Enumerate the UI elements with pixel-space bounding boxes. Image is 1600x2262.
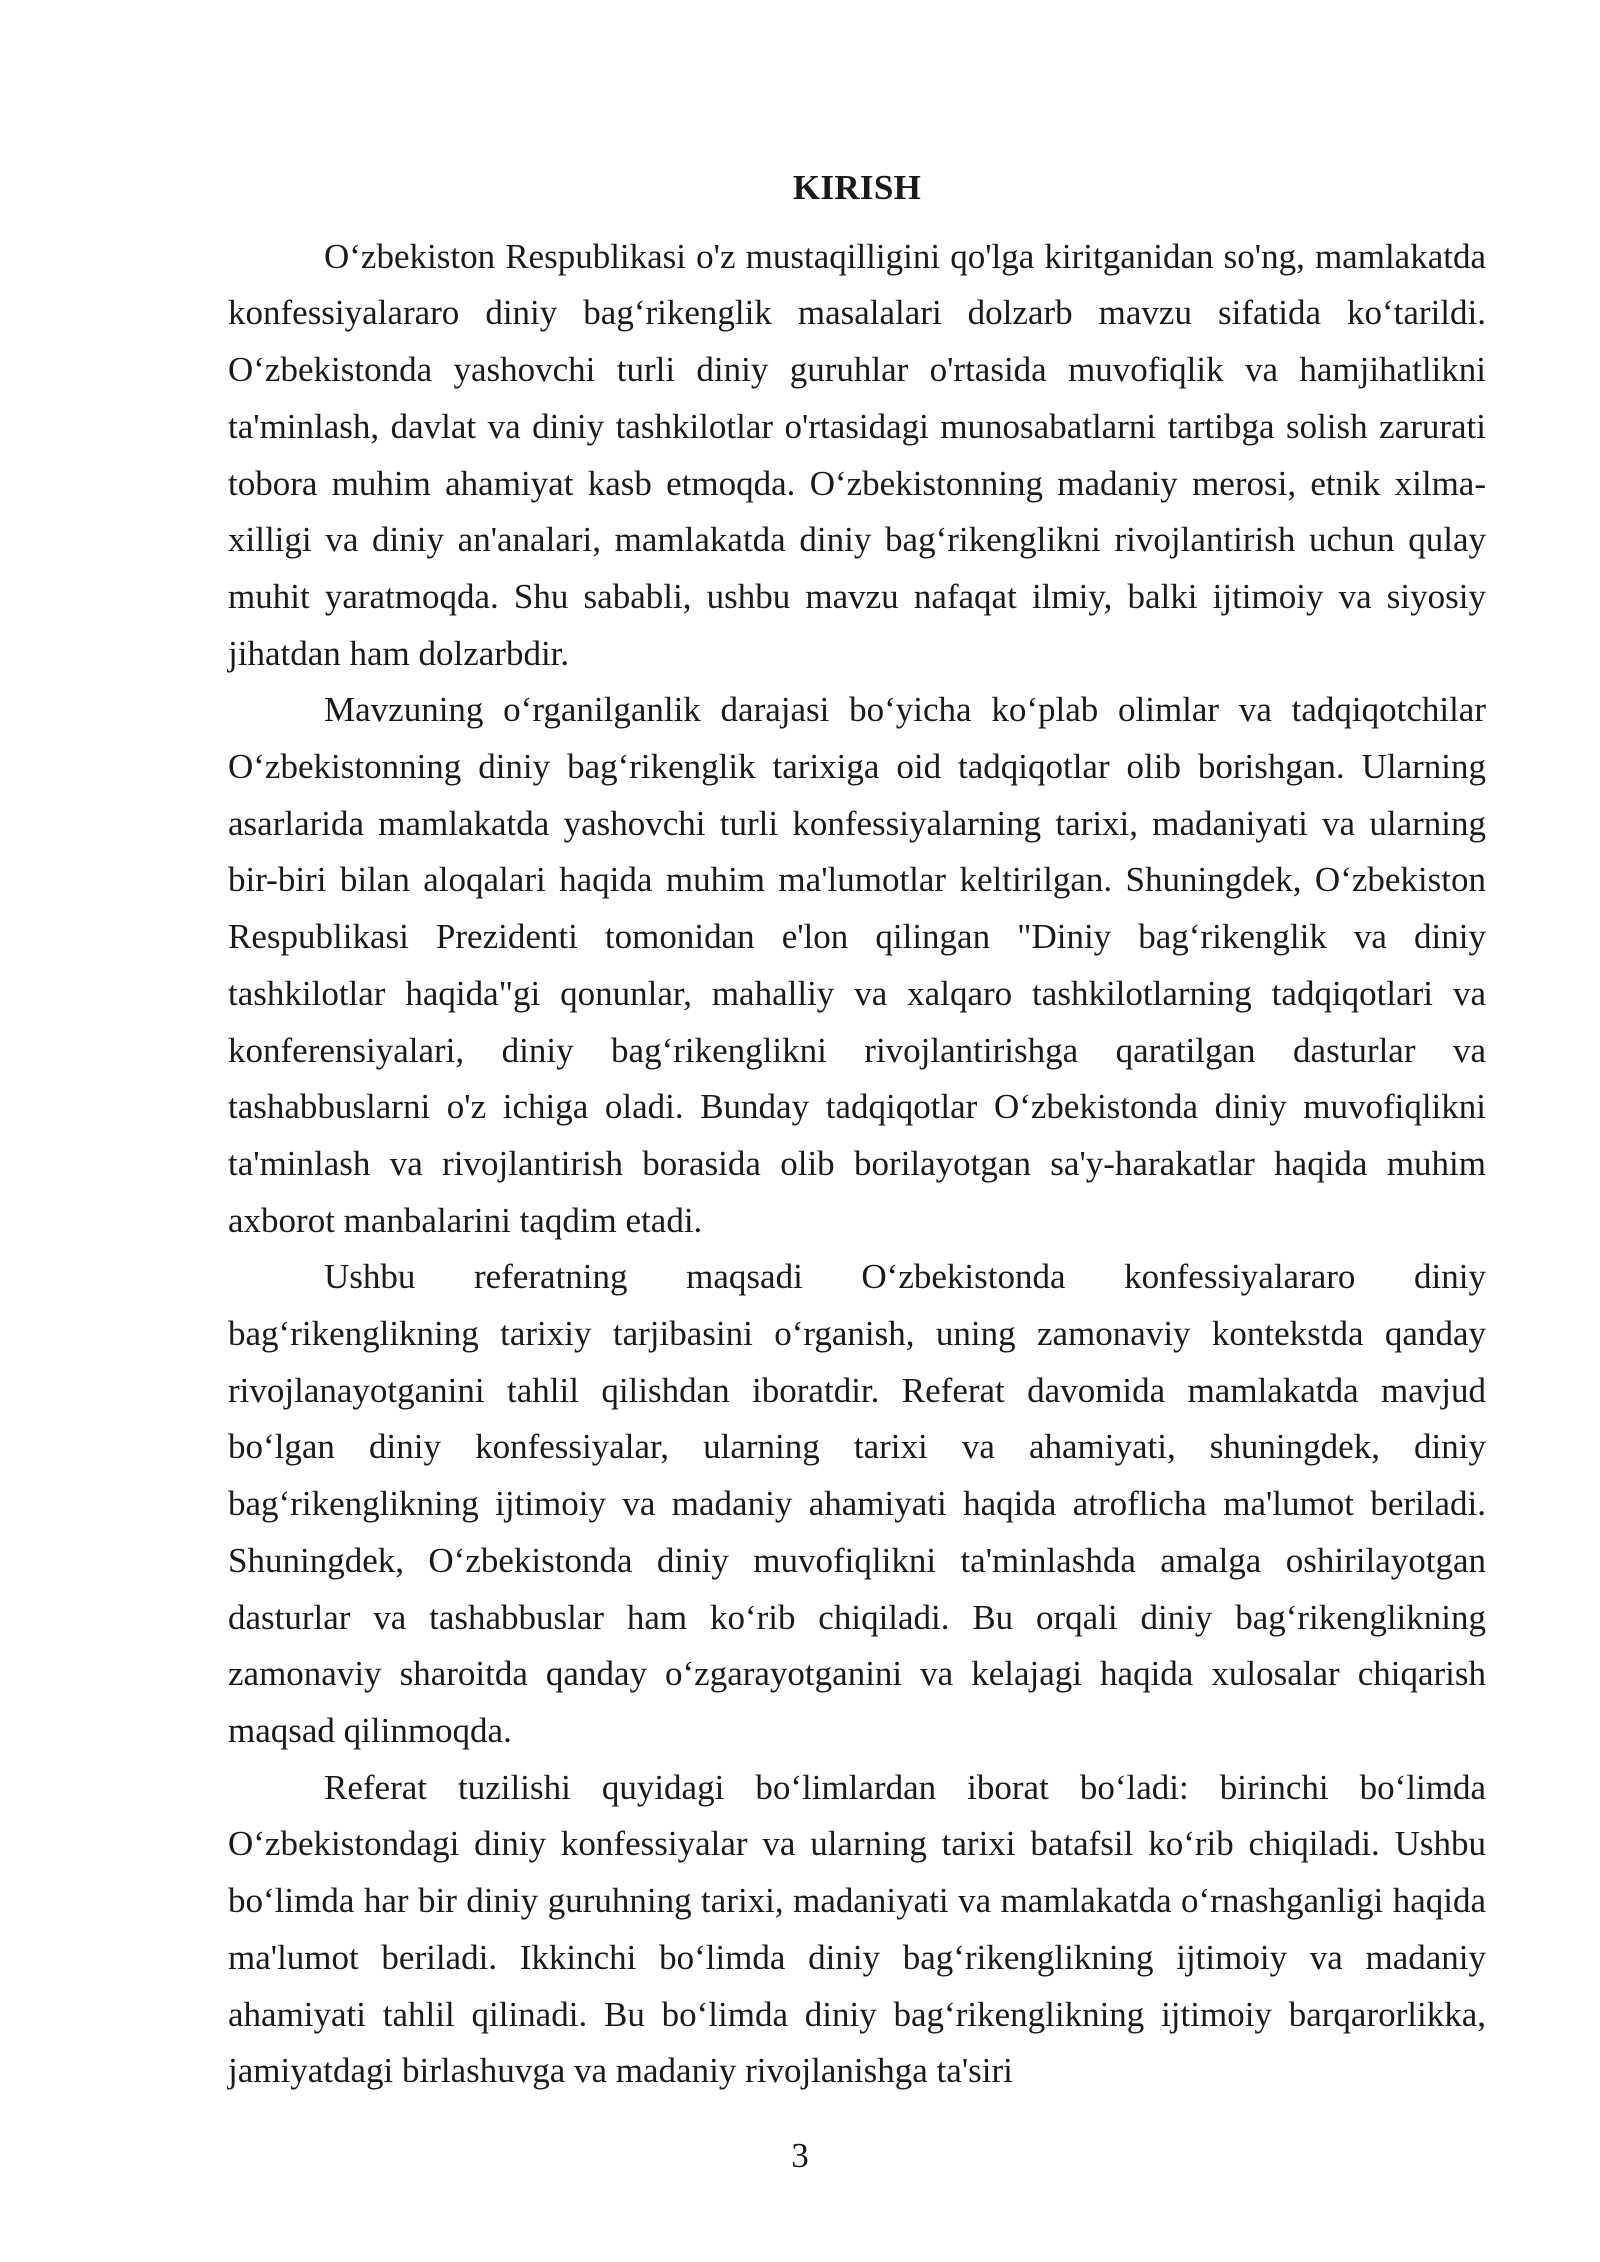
paragraph-purpose: Ushbu referatning maqsadi O‘zbekistonda konfessiyalararo diniy bag‘rikenglikning tarixiy tarjibasini o‘rganish, uning zamonaviy kontekstda qanday rivojlanayotganini tahlil qilishdan iboratdir. Referat davomida mamlakatda mavjud bo‘lgan diniy konfessiyalar, ularning tarixi va ahamiyati, shuningdek, diniy bag‘rikenglikning ijtimoiy va madaniy ahamiyati haqida atroflicha ma'lumot beriladi. Shuningdek, O‘zbekistonda diniy muvofiqlikni ta'minlashda amalga oshirilayotgan dasturlar va tashabbuslar ham ko‘rib chiqiladi. Bu orqali diniy bag‘rikenglikning zamonaviy sharoitda qanday o‘zgarayotganini va kelajagi haqida xulosalar chiqarish maqsad qilinmoqda. xyxy=(228,1257,1486,1750)
paragraph-structure: Referat tuzilishi quyidagi bo‘limlardan iborat bo‘ladi: birinchi bo‘limda O‘zbekistondagi diniy konfessiyalar va ularning tarixi batafsil ko‘rib chiqiladi. Ushbu bo‘limda har bir diniy guruhning tarixi, madaniyati va mamlakatda o‘rnashganligi haqida ma'lumot beriladi. Ikkinchi bo‘limda diniy bag‘rikenglikning ijtimoiy va madaniy ahamiyati tahlil qilinadi. Bu bo‘limda diniy bag‘rikenglikning ijtimoiy barqarorlikka, jamiyatdagi birlashuvga va madaniy rivojlanishga ta'siri xyxy=(228,1767,1486,2091)
section-title: KIRISH xyxy=(792,168,922,207)
paragraph-intro: O‘zbekiston Respublikasi o'z mustaqilligini qo'lga kiritganidan so'ng, mamlakatda konfessiyalararo diniy bag‘rikenglik masalalari dolzarb mavzu sifatida ko‘tarildi. O‘zbekistonda yashovchi turli diniy guruhlar o'rtasida muvofiqlik va hamjihatlikni ta'minlash, davlat va diniy tashkilotlar o'rtasidagi munosabatlarni tartibga solish zarurati tobora muhim ahamiyat kasb etmoqda. O‘zbekistonning madaniy merosi, etnik xilma-xilligi va diniy an'analari, mamlakatda diniy bag‘rikenglikni rivojlantirish uchun qulay muhit yaratmoqda. Shu sababli, ushbu mavzu nafaqat ilmiy, balki ijtimoiy va siyosiy jihatdan ham dolzarbdir. xyxy=(228,236,1486,673)
paragraph-study-level: Mavzuning o‘rganilganlik darajasi bo‘yicha ko‘plab olimlar va tadqiqotchilar O‘zbekistonning diniy bag‘rikenglik tarixiga oid tadqiqotlar olib borishgan. Ularning asarlarida mamlakatda yashovchi turli konfessiyalarning tarixi, madaniyati va ularning bir-biri bilan aloqalari haqida muhim ma'lumotlar keltirilgan. Shuningdek, O‘zbekiston Respublikasi Prezidenti tomonidan e'lon qilingan "Diniy bag‘rikenglik va diniy tashkilotlar haqida"gi qonunlar, mahalliy va xalqaro tashkilotlarning tadqiqotlari va konferensiyalari, diniy bag‘rikenglikni rivojlantirishga qaratilgan dasturlar va tashabbuslarni o'z ichiga oladi. Bunday tadqiqotlar O‘zbekistonda diniy muvofiqlikni ta'minlash va rivojlantirish borasida olib borilayotgan sa'y-harakatlar haqida muhim axborot manbalarini taqdim etadi. xyxy=(228,690,1486,1240)
page-content xyxy=(228,160,1486,2100)
page-number: 3 xyxy=(791,2136,809,2175)
